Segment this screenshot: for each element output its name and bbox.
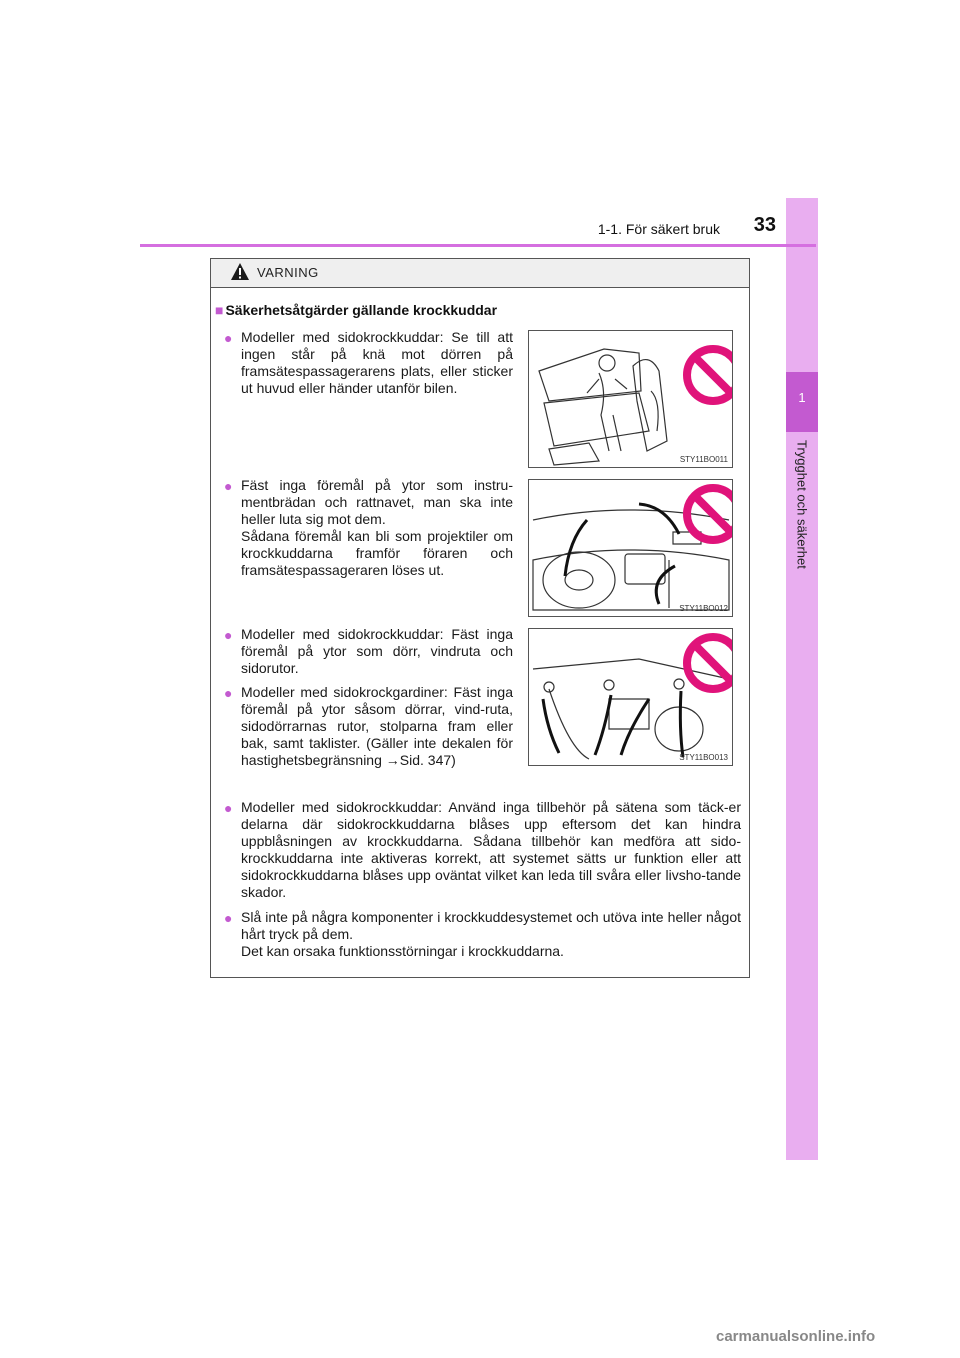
- list-item: ● Modeller med sidokrockkuddar: Använd inga tillbehör på sätena som täck-er delarna där sidokrockkuddarna blåses upp eftersom det kan hindra uppblåsningen av krockkuddarna. Sådana tillbehör kan medföra att sido-krockkuddarna inte aktiveras korrekt, att systemet sätts ur funktion eller att sidokrockkuddarna blåses upp oväntat vilket kan leda till svåra eller livsho-tande skador.: [224, 799, 741, 900]
- circle-bullet-icon: ●: [224, 330, 233, 346]
- circle-bullet-icon: ●: [224, 685, 233, 701]
- warning-subheading: ■ Säkerhetsåtgärder gällande krockkuddar: [215, 302, 498, 318]
- header-rule: [140, 244, 816, 247]
- figure-code: STY11BO013: [679, 753, 728, 762]
- illustration-person-at-door: [528, 330, 733, 468]
- circle-bullet-icon: ●: [224, 627, 233, 643]
- list-item: ● Slå inte på några komponenter i krockkuddesystemet och utöva inte heller något hårt tryck på dem. Det kan orsaka funktionsstörningar i krockkuddarna.: [224, 909, 741, 959]
- list-item: ● Fäst inga föremål på ytor som instru-mentbrädan och rattnavet, man ska inte heller luta sig mot dem. Sådana föremål kan bli som projektiler om krockkuddarna framför föraren och framsätespassageraren löses ut.: [224, 477, 513, 578]
- illustration-side-objects: [528, 628, 733, 766]
- circle-bullet-icon: ●: [224, 478, 233, 494]
- chapter-number: 1: [798, 390, 806, 405]
- warning-triangle-icon: [230, 262, 250, 282]
- square-bullet-icon: ■: [215, 302, 224, 318]
- side-chapter-strip: [786, 198, 818, 1160]
- circle-bullet-icon: ●: [224, 800, 233, 816]
- list-item: ● Modeller med sidokrockkuddar: Fäst inga föremål på ytor som dörr, vindruta och sidorutor.: [224, 626, 513, 676]
- circle-bullet-icon: ●: [224, 910, 233, 926]
- warning-box: [210, 258, 750, 978]
- figure-code: STY11BO011: [679, 455, 728, 464]
- section-title: 1-1. För säkert bruk: [597, 221, 720, 237]
- list-item: ● Modeller med sidokrockkuddar: Se till att ingen står på knä mot dörren på framsätespassagerarens plats, eller sticker ut huvud eller händer utanför bilen.: [224, 329, 513, 396]
- warning-title: VARNING: [257, 265, 319, 280]
- list-item: ● Modeller med sidokrockgardiner: Fäst inga föremål på ytor såsom dörrar, vind-ruta, sidodörrarnas rutor, stolparna fram eller bak, samt taklister. (Gäller inte dekalen för hastighetsbegränsning →Sid. 347): [224, 684, 513, 768]
- watermark: carmanualsonline.info: [716, 1328, 876, 1345]
- figure-code: STY11BO012: [679, 604, 728, 613]
- prohibition-icon: [529, 629, 733, 766]
- prohibition-icon: [529, 331, 733, 468]
- illustration-dashboard-objects: [528, 479, 733, 617]
- warning-header: [211, 259, 749, 288]
- prohibition-icon: [529, 480, 733, 617]
- page-number: 33: [753, 214, 776, 236]
- chapter-title: Trygghet och säkerhet: [794, 440, 810, 569]
